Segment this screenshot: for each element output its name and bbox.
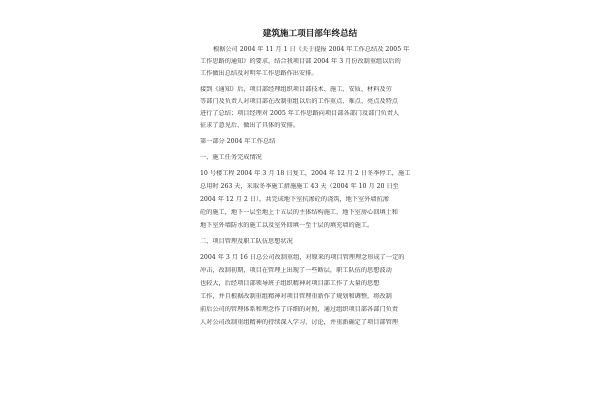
text-line: 10 号楼工程 2004 年 3 月 18 日复工，2004 年 12 月 2 日冬季停工，施工: [200, 170, 411, 177]
text-line: 接到《通知》后，项目部经理组织项目部技术、施工、安质、材料及劳: [200, 86, 392, 93]
text-line: 工作思路的通知》的要求，结合我项目部 2004 年 3 月份改制重组以后的: [200, 58, 401, 65]
subsection-heading: 二、项目管理及职工队伍思想状况: [200, 238, 293, 245]
text-line: 也较大，后经项目部领导班子组织精神对项目部工作了大量的思想: [200, 280, 380, 287]
text-line: 等部门及负责人对项目部在改制重组以后的工作重点、难点、亮点及特点: [200, 98, 398, 105]
text-line: 2004 年 3 月 16 日总公司改制重组，对原来的项目管理理念形成了一定的: [200, 254, 405, 261]
text-line: 人对公司改制重组精神的持续深入学习、讨论，并重新确定了项目部管理: [200, 319, 398, 326]
text-line: 征求了意见后，做出了具体的安排。: [200, 122, 299, 129]
text-line: 砼的施工，地下一层至地上十五层的主体结构施工，地下室房心回填土和: [200, 209, 398, 216]
text-line: 总用时 263 天，采取冬季施工措施施工 43 天（2004 年 10 月 20 日至: [200, 183, 399, 190]
text-line: 工作做出总结及对明年工作思路作出安排。: [200, 70, 318, 77]
subsection-heading: 一、施工任务完成情况: [200, 154, 262, 161]
section-heading: 第一部分 2004 年工作总结: [200, 138, 276, 145]
text-line: 根据公司 2004 年 11 月 1 日《关于提报 2004 年工作总结及 2005 年: [213, 46, 410, 53]
text-line: 进行了总结；项目经理对 2005 年工作思路向项目部各部门及部门负责人: [200, 110, 400, 117]
text-line: 工作，并且根据改制重组精神对项目管理重新作了规划和调整，将改制: [200, 293, 392, 300]
document-title: 建筑施工项目部年终总结: [262, 29, 358, 39]
text-line: 前后公司的管理体系和理念作了详细的对照，通过组织项目部各部门负责: [200, 306, 398, 313]
text-line: 2004 年 12 月 2 日），共完成地下室抗渗砼的浇筑，地下室外墙抗渗: [200, 196, 389, 203]
text-line: 冲击，改制初期，项目在管理上出现了一些断层，职工队伍的思想波动: [200, 267, 392, 274]
text-line: 地下室外墙防水的施工以及室外回填一至十层的填充墙的施工。: [200, 222, 374, 229]
